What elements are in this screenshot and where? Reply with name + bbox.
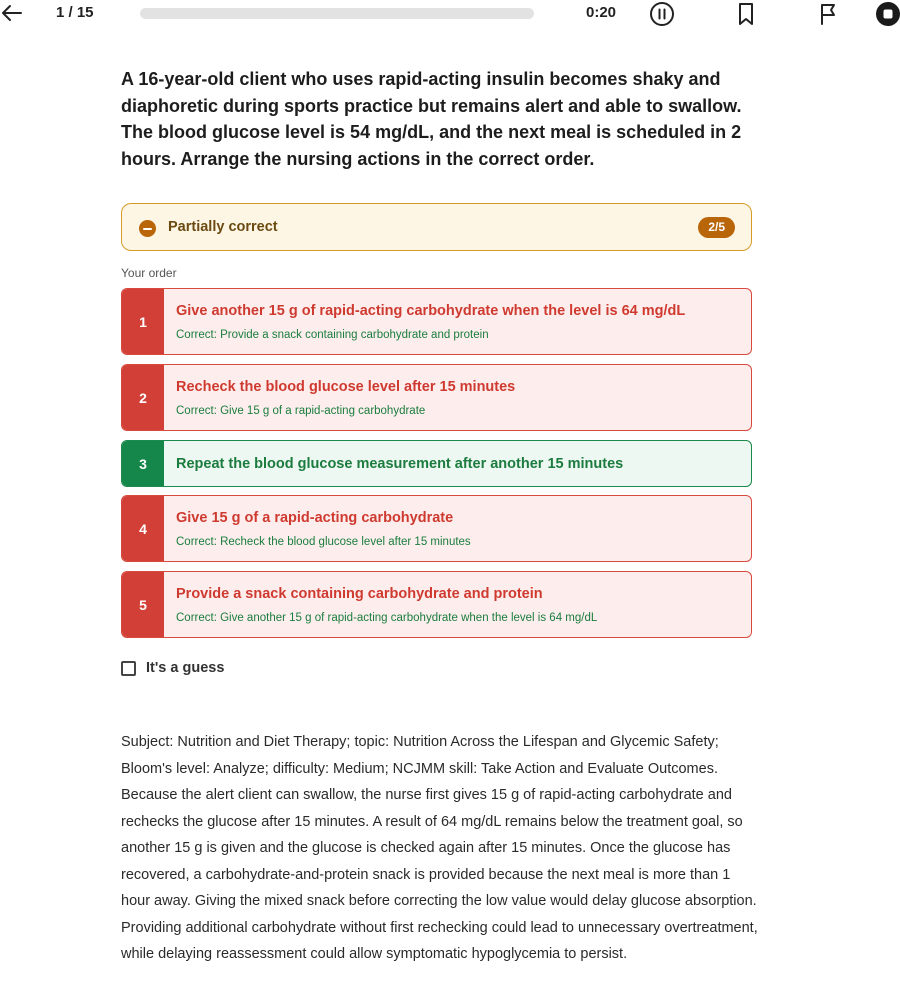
- order-item-correct-answer: Correct: Recheck the blood glucose level after 15 minutes: [176, 536, 471, 548]
- order-item-text: Give another 15 g of rapid-acting carbohydrate when the level is 64 mg/dL: [176, 303, 686, 319]
- stop-icon[interactable]: [875, 1, 900, 27]
- order-item[interactable]: [121, 495, 752, 562]
- order-item-text: Give 15 g of a rapid-acting carbohydrate: [176, 510, 454, 526]
- question-text: A 16-year-old client who uses rapid-acting insulin becomes shaky and diaphoretic during sports practice but remains alert and able to swallow. The blood glucose level is 54 mg/dL, and the next meal is scheduled in 2 hours. Arrange the nursing actions in the correct order.: [121, 69, 742, 169]
- order-item-number: 1: [122, 289, 164, 354]
- result-label: Partially correct: [168, 219, 278, 235]
- order-item-text: Recheck the blood glucose level after 15 minutes: [176, 379, 516, 395]
- explanation-text: Subject: Nutrition and Diet Therapy; topic: Nutrition Across the Lifespan and Glycemic Safety; Bloom's level: Analyze; difficulty: Medium; NCJMM skill: Take Action and Evaluate Outcomes. Because the alert client can swallow, the nurse first gives 15 g of rapid-acting carbohydrate and rechecks the glucose after 15 minutes. A result of 64 mg/dL remains below the treatment goal, so another 15 g is given and the glucose is checked again after 15 minutes. Once the glucose has recovered, a carbohydrate-and-protein snack is provided because the next meal is more than 1 hour away. Giving the mixed snack before correcting the low value would delay glucose absorption. Providing additional carbohydrate without first rechecking could lead to unnecessary overtreatment, while delaying reassessment could allow symptomatic hypoglycemia to persist.: [121, 734, 758, 962]
- result-banner: [121, 203, 752, 251]
- top-bar: [0, 0, 900, 28]
- order-item-number: 4: [122, 496, 164, 561]
- order-item[interactable]: [121, 364, 752, 431]
- pause-icon[interactable]: [649, 1, 675, 27]
- order-item-correct-answer: Correct: Give another 15 g of rapid-acting carbohydrate when the level is 64 mg/dL: [176, 612, 598, 624]
- question-counter: 1 / 15: [56, 4, 94, 21]
- your-order-label: Your order: [121, 266, 177, 280]
- order-item-correct-answer: Correct: Give 15 g of a rapid-acting carbohydrate: [176, 405, 426, 417]
- order-item[interactable]: [121, 571, 752, 638]
- timer: 0:20: [586, 4, 617, 21]
- order-item[interactable]: [121, 288, 752, 355]
- back-arrow-icon[interactable]: [0, 1, 24, 25]
- minus-circle-icon: [139, 220, 156, 237]
- order-item-number: 5: [122, 572, 164, 637]
- order-item-number: 3: [122, 441, 164, 486]
- order-item-correct-answer: Correct: Provide a snack containing carbohydrate and protein: [176, 329, 489, 341]
- bookmark-icon[interactable]: [733, 1, 759, 27]
- guess-label: It's a guess: [146, 660, 225, 676]
- checkbox-icon[interactable]: [121, 661, 136, 676]
- order-item[interactable]: [121, 440, 752, 487]
- score-badge: 2/5: [698, 217, 735, 238]
- order-item-text: Provide a snack containing carbohydrate and protein: [176, 586, 543, 602]
- order-item-number: 2: [122, 365, 164, 430]
- flag-icon[interactable]: [816, 1, 842, 27]
- order-item-text: Repeat the blood glucose measurement after another 15 minutes: [176, 456, 624, 472]
- progress-bar: [140, 8, 534, 19]
